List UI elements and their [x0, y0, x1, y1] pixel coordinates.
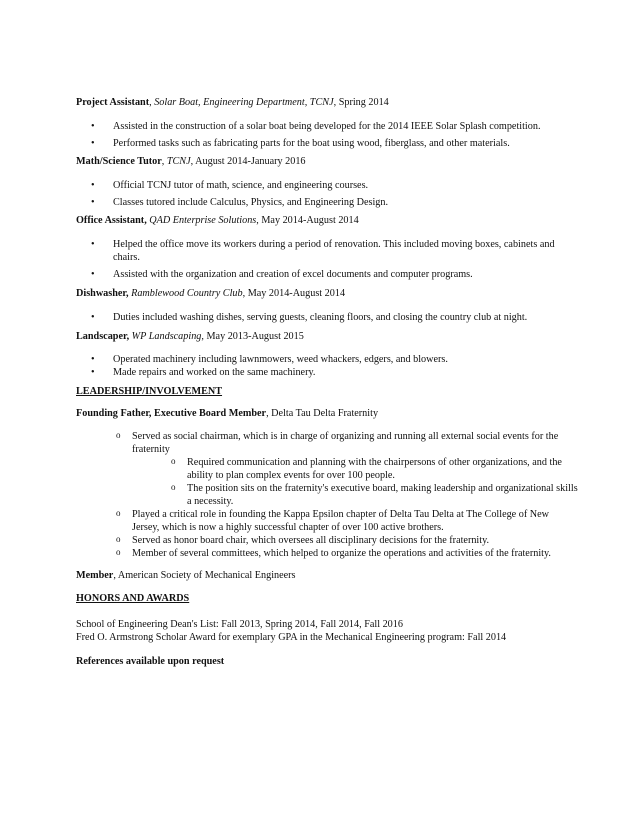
job-heading [76, 96, 578, 109]
separator: , [149, 97, 155, 108]
bullet-text: Made repairs and worked on the same machinery. [113, 367, 316, 378]
list-item [76, 268, 578, 281]
bullet-icon: • [91, 180, 95, 191]
job-date: , May 2013-August 2015 [201, 331, 304, 342]
honor-line: Fred O. Armstrong Scholar Award for exemplary GPA in the Mechanical Engineering program: Fall 2014 [76, 632, 507, 643]
section-heading-honors: HONORS AND AWARDS [76, 593, 190, 604]
list-item [76, 137, 578, 150]
role-title: Founding Father, Executive Board Member [76, 408, 267, 419]
list-item [76, 196, 578, 209]
circle-bullet-icon: o [116, 534, 121, 544]
role-organization: , Delta Tau Delta Fraternity [266, 408, 379, 419]
bullet-icon: • [91, 197, 95, 208]
list-item [76, 508, 578, 534]
job-organization: TCNJ [166, 156, 191, 167]
job-title: Project Assistant [76, 97, 150, 108]
bullet-icon: • [91, 269, 95, 280]
member-organization: , American Society of Mechanical Engineers [113, 570, 296, 581]
list-item [76, 366, 578, 379]
bullet-icon: • [91, 121, 95, 132]
bullet-text: Assisted in the construction of a solar boat being developed for the 2014 IEEE Solar Splash competition. [113, 121, 541, 132]
job-title: Office Assistant [76, 215, 145, 226]
bullet-icon: • [91, 138, 95, 149]
bullet-text: Operated machinery including lawnmowers, weed whackers, edgers, and blowers. [113, 354, 448, 365]
job-organization: QAD Enterprise Solutions [149, 215, 257, 226]
circle-bullet-icon: o [116, 430, 121, 440]
bullet-text: Assisted with the organization and creation of excel documents and computer programs. [113, 269, 473, 280]
item-text: Member of several committees, which helped to organize the operations and activities of the fraternity. [132, 548, 551, 559]
references-note [76, 655, 578, 668]
job-bullets [76, 353, 578, 379]
job-bullets [76, 311, 578, 324]
leadership-list [76, 430, 578, 560]
job-heading [76, 155, 578, 168]
job-bullets [76, 179, 578, 209]
section-heading-leadership: LEADERSHIP/INVOLVEMENT [76, 386, 223, 397]
item-text: The position sits on the fraternity's executive board, making leadership and organizational skills a necessity. [187, 483, 578, 507]
membership-line [76, 569, 578, 582]
separator: , [126, 331, 132, 342]
role-heading [76, 407, 578, 420]
references-text: References available upon request [76, 656, 225, 667]
list-item [132, 456, 578, 482]
bullet-text: Performed tasks such as fabricating parts for the boat using wood, fiberglass, and other materials. [113, 138, 510, 149]
honor-line: School of Engineering Dean's List: Fall 2013, Spring 2014, Fall 2014, Fall 2016 [76, 619, 403, 630]
job-organization: Solar Boat, Engineering Department, TCNJ [154, 97, 334, 108]
list-item [76, 311, 578, 324]
job-date: , May 2014-August 2014 [242, 288, 346, 299]
job-title: Dishwasher [76, 288, 127, 299]
bullet-icon: • [91, 367, 95, 378]
circle-bullet-icon: o [116, 547, 121, 557]
job-date: , August 2014-January 2016 [190, 156, 306, 167]
item-text: Served as social chairman, which is in charge of organizing and running all external social events for the fraternity [132, 431, 559, 455]
circle-bullet-icon: o [116, 508, 121, 518]
item-text: Served as honor board chair, which oversees all disciplinary decisions for the fraternity. [132, 535, 490, 546]
job-date: , Spring 2014 [333, 97, 389, 108]
bullet-icon: • [91, 312, 95, 323]
job-title: Landscaper [76, 331, 127, 342]
job-title: Math/Science Tutor [76, 156, 162, 167]
separator: , [161, 156, 167, 167]
job-heading [76, 214, 578, 227]
job-organization: WP Landscaping [131, 331, 202, 342]
list-item [76, 179, 578, 192]
list-item [76, 353, 578, 366]
separator: , [144, 215, 150, 226]
job-organization: Ramblewood Country Club [131, 288, 243, 299]
sub-list [132, 456, 578, 508]
bullet-icon: • [91, 239, 95, 250]
bullet-text: Official TCNJ tutor of math, science, and engineering courses. [113, 180, 369, 191]
bullet-text: Duties included washing dishes, serving guests, cleaning floors, and closing the country club at night. [113, 312, 528, 323]
circle-bullet-icon: o [171, 482, 176, 492]
list-item [76, 120, 578, 133]
item-text: Required communication and planning with the chairpersons of other organizations, and the ability to plan complex events for over 100 people. [187, 457, 562, 481]
bullet-icon: • [91, 354, 95, 365]
job-date: , May 2014-August 2014 [256, 215, 359, 226]
member-title: Member [76, 570, 114, 581]
job-heading [76, 330, 578, 343]
bullet-text: Helped the office move its workers during a period of renovation. This included moving boxes, cabinets and chairs. [113, 239, 555, 263]
list-item [76, 534, 578, 547]
circle-bullet-icon: o [171, 456, 176, 466]
job-bullets [76, 238, 578, 281]
list-item [76, 430, 578, 508]
job-bullets [76, 120, 578, 150]
list-item [76, 547, 578, 560]
list-item [76, 238, 578, 264]
job-heading [76, 287, 578, 300]
bullet-text: Classes tutored include Calculus, Physics, and Engineering Design. [113, 197, 389, 208]
item-text: Played a critical role in founding the Kappa Epsilon chapter of Delta Tau Delta at The College of New Jersey, which is now a highly successful chapter of over 100 active brothers. [132, 509, 550, 533]
list-item [132, 482, 578, 508]
separator: , [126, 288, 132, 299]
